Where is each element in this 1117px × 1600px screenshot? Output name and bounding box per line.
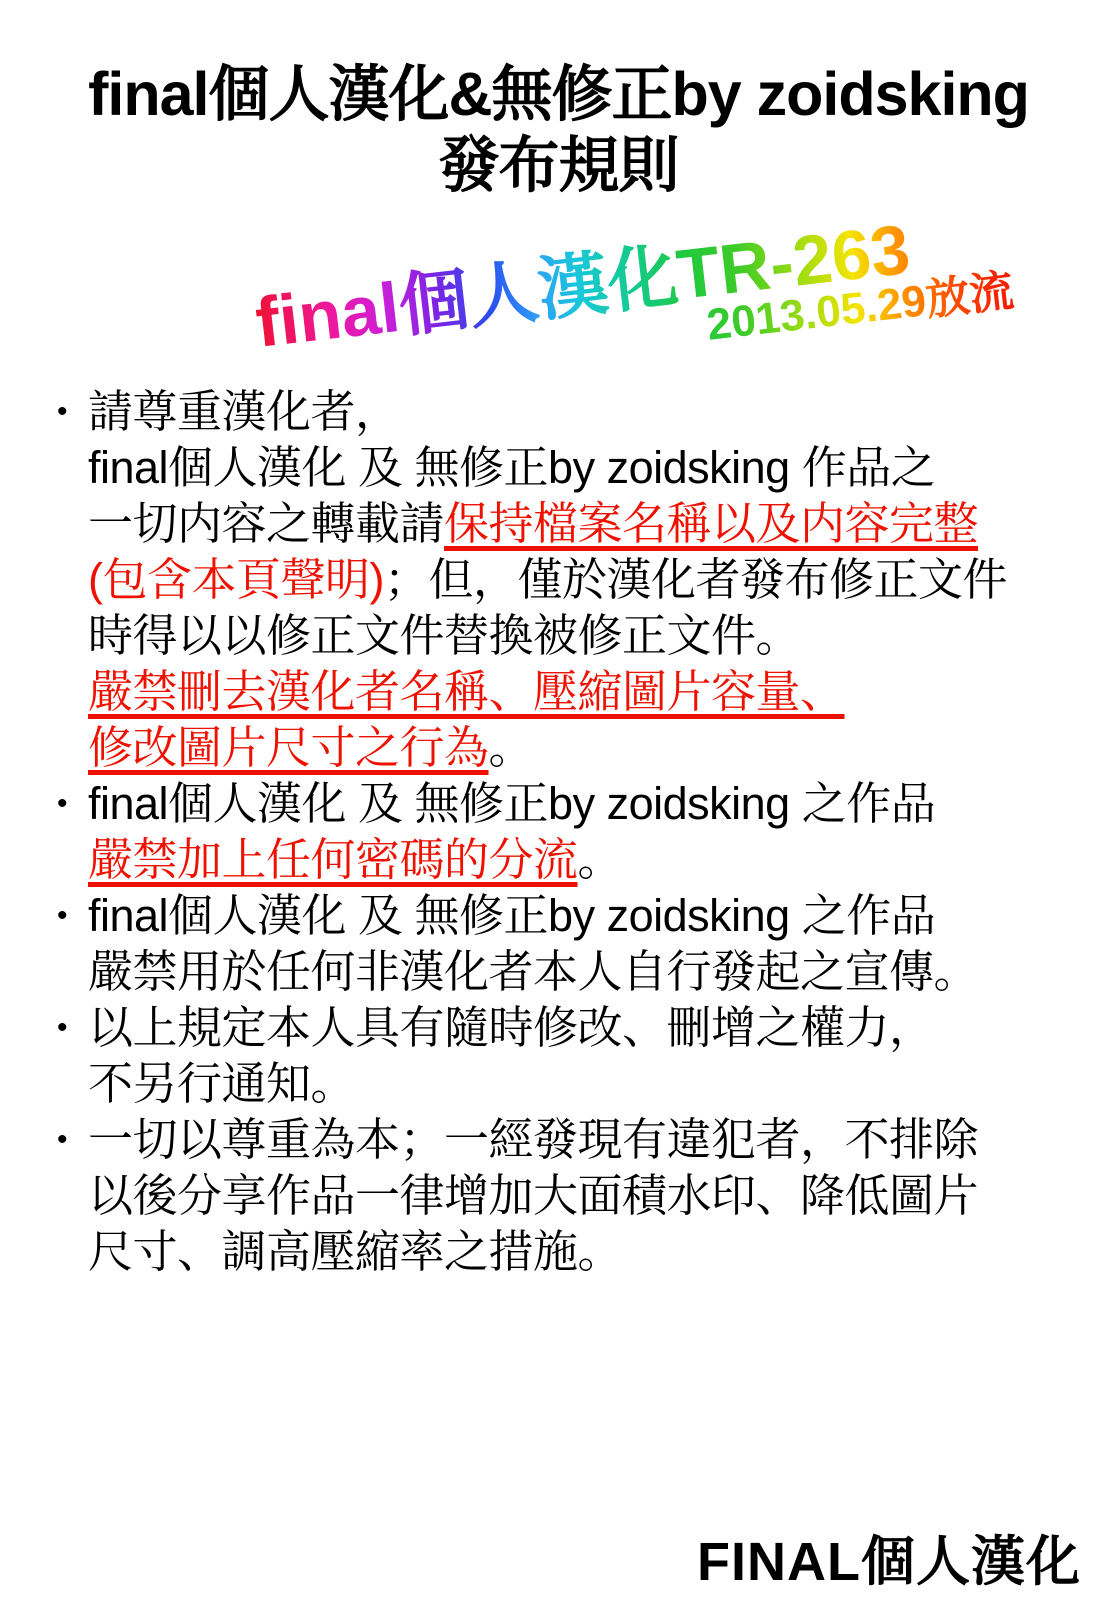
rainbow-watermark-title: final個人漢化TR-263 bbox=[251, 209, 914, 362]
text-segment: 嚴禁刪去漢化者名稱、壓縮圖片容量、 bbox=[88, 666, 845, 717]
rule-line bbox=[88, 944, 1065, 1000]
rule-line bbox=[88, 888, 1065, 944]
rule-line bbox=[88, 832, 1065, 888]
rule-body bbox=[88, 384, 1065, 776]
rule-line bbox=[88, 552, 1065, 608]
text-segment: 一切以尊重為本；一經發現有違犯者，不排除 bbox=[88, 1114, 979, 1165]
rule-line bbox=[88, 1168, 1065, 1224]
text-segment: 時得以以修正文件替換被修正文件。 bbox=[88, 610, 801, 661]
rule-line bbox=[88, 720, 1065, 776]
rule-line bbox=[88, 1112, 1065, 1168]
text-segment: 請尊重漢化者， bbox=[88, 386, 400, 437]
rule-body bbox=[88, 1112, 1065, 1280]
bullet-marker: • bbox=[57, 1011, 68, 1044]
rules-list bbox=[57, 384, 1065, 1280]
bullet-marker: • bbox=[57, 899, 68, 932]
rule-body bbox=[88, 888, 1065, 1000]
text-segment: 不另行通知。 bbox=[88, 1058, 356, 1109]
text-segment: ；但，僅於漢化者發布修正文件 bbox=[383, 554, 1007, 605]
rule-line bbox=[88, 608, 1065, 664]
text-segment: (包含本頁聲明) bbox=[88, 554, 384, 605]
text-segment: final個人漢化 及 無修正by zoidsking 作品之 bbox=[88, 442, 936, 493]
rule-item bbox=[57, 776, 1065, 888]
text-segment: 修改圖片尺寸之行為 bbox=[88, 722, 489, 773]
text-segment: 尺寸、調高壓縮率之措施。 bbox=[88, 1226, 623, 1277]
group-logo: FINAL個人漢化 bbox=[697, 1532, 1081, 1592]
text-segment: 以後分享作品一律增加大面積水印、降低圖片 bbox=[88, 1170, 979, 1221]
text-segment: 嚴禁加上任何密碼的分流 bbox=[88, 834, 578, 885]
text-segment: 。 bbox=[488, 722, 534, 773]
text-segment: 嚴禁用於任何非漢化者本人自行發起之宣傳。 bbox=[88, 946, 979, 997]
text-segment: final個人漢化 及 無修正by zoidsking 之作品 bbox=[88, 778, 936, 829]
rule-item bbox=[57, 1000, 1065, 1112]
rule-body bbox=[88, 1000, 1065, 1112]
page-title-line1: final個人漢化&無修正by zoidsking bbox=[88, 60, 1029, 128]
rule-line bbox=[88, 776, 1065, 832]
page-title-line2: 發布規則 bbox=[438, 131, 679, 199]
rule-item bbox=[57, 888, 1065, 1000]
bullet-marker: • bbox=[57, 395, 68, 428]
text-segment: 保持檔案名稱以及内容完整 bbox=[444, 498, 979, 549]
text-segment: 以上規定本人具有隨時修改、刪增之權力， bbox=[88, 1002, 934, 1053]
rainbow-watermark bbox=[252, 200, 1018, 399]
rule-item bbox=[57, 1112, 1065, 1280]
text-segment: 。 bbox=[577, 834, 623, 885]
rule-line bbox=[88, 1224, 1065, 1280]
text-segment: final個人漢化 及 無修正by zoidsking 之作品 bbox=[88, 890, 936, 941]
text-segment: 一切内容之轉載請 bbox=[88, 498, 445, 549]
rainbow-watermark-date: 2013.05.29放流 bbox=[704, 266, 1017, 350]
rule-line bbox=[88, 440, 1065, 496]
rule-line bbox=[88, 1000, 1065, 1056]
rule-line bbox=[88, 664, 1065, 720]
bullet-marker: • bbox=[57, 787, 68, 820]
rule-body bbox=[88, 776, 1065, 888]
page-title bbox=[0, 56, 1117, 198]
rule-item bbox=[57, 384, 1065, 776]
rule-line bbox=[88, 1056, 1065, 1112]
bullet-marker: • bbox=[57, 1123, 68, 1156]
rule-line bbox=[88, 384, 1065, 440]
rule-line bbox=[88, 496, 1065, 552]
